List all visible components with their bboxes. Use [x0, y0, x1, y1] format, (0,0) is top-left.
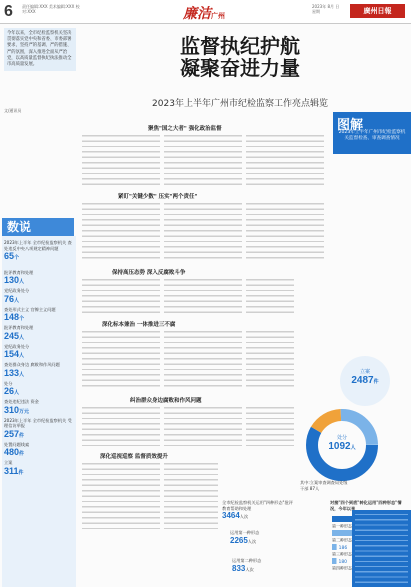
- newspaper-logo: 廣州日報: [350, 4, 405, 18]
- left-stat-label: 处分: [4, 380, 13, 386]
- tujie-banner: [333, 112, 411, 154]
- chufen-label: 处分: [336, 435, 347, 441]
- bottom-note: 对接"四个到底"转化运用"四种形态"情况，今年以来: [330, 500, 402, 511]
- top-bar: [0, 0, 411, 24]
- masthead-title: 廉洁: [183, 7, 211, 22]
- left-stat-value: 154人: [4, 349, 25, 359]
- bottom-stat-label: 全市纪检监察机关运用"四种形态"批评教育帮助和处理: [222, 500, 293, 511]
- article-col: [82, 278, 160, 314]
- left-stat-label: 查处群众身边 腐败和作风问题: [4, 362, 60, 367]
- author-line: 文/通讯员: [4, 108, 22, 113]
- article-col: [82, 462, 160, 530]
- tujie-caption: 2023年上半年广州市纪检监察机关监督检查、审查调查情况: [338, 130, 406, 141]
- left-stat-value: 65个: [4, 251, 20, 261]
- article-col: [246, 406, 294, 448]
- headline-line-2: 凝聚奋进力量: [180, 58, 300, 80]
- left-stat-item: [4, 307, 72, 323]
- chufen-number: 1092: [328, 441, 351, 452]
- article-col: [164, 278, 242, 314]
- article-col: [164, 202, 242, 262]
- article-col: [246, 134, 324, 186]
- left-stat-item: [4, 418, 72, 439]
- left-stat-item: [4, 270, 72, 286]
- left-stat-value: 245人: [4, 330, 25, 341]
- bar: [332, 544, 337, 550]
- article-col: [164, 134, 242, 186]
- bar-category-label: 第四种形态: [332, 565, 352, 571]
- bar-value-label: 180: [338, 560, 348, 565]
- left-stat-item: [4, 399, 72, 415]
- chufen-center: [318, 434, 366, 452]
- bottom-stat-unit: 人次: [247, 538, 257, 544]
- bottom-stat-value: 833: [232, 563, 246, 573]
- article-col: [246, 202, 324, 262]
- intro-text: 今年以来，全市纪检监察机关坚决贯彻落实党中央和省委、市委部署要求，坚持严的基调、严的措施、严的氛围，深入推进全面从严治党，以高质量监督执纪执法推动全市高质量发展。: [4, 28, 76, 71]
- chufen-value: [318, 441, 366, 452]
- section-title-6: 深化巡视巡察 监督质效提升: [100, 454, 168, 460]
- bottom-stat-item: [230, 530, 276, 545]
- article-col: [246, 330, 294, 390]
- date-info: 2023年 8月 日 星期: [312, 4, 340, 14]
- masthead: [183, 3, 225, 23]
- bottom-stat-value: 2265: [230, 535, 248, 545]
- left-stat-value: 130人: [4, 275, 25, 285]
- blue-box-text: [355, 513, 408, 584]
- left-stat-item: [4, 460, 72, 476]
- left-stat-unit: 人: [19, 353, 25, 359]
- left-stat-unit: 个: [14, 255, 20, 261]
- left-stat-label: 2023年上半年 全市纪检监察机关 查处违反中央八项规定精神问题: [4, 240, 72, 251]
- left-stat-unit: 件: [19, 451, 25, 457]
- litan-label: 立案: [359, 369, 370, 375]
- bottom-stat-item: [222, 500, 294, 520]
- left-stat-item: [4, 381, 72, 397]
- section-title-4: 深化标本兼治 一体推进三不腐: [102, 322, 176, 328]
- bottom-blue-box: [352, 510, 411, 587]
- headline: [150, 36, 330, 80]
- left-stat-label: 批评教育和处理: [4, 269, 34, 275]
- subheadline: 2023年上半年广州市纪检监察工作亮点辑览: [152, 99, 328, 109]
- article-col: [82, 202, 160, 262]
- bottom-stat-label: 运用第二种形态: [232, 558, 262, 563]
- left-stat-unit: 人: [19, 371, 25, 378]
- left-stat-label: 2023年上半年 全市纪检监察机关 受理信访举报: [4, 417, 72, 428]
- article-col: [246, 278, 294, 314]
- left-stat-label: 党纪政务处分: [4, 288, 30, 293]
- article-col: [164, 406, 242, 448]
- bar-category-label: 第一种形态: [332, 523, 352, 529]
- left-stat-value: 311件: [4, 465, 24, 476]
- left-stat-value: 257件: [4, 428, 25, 439]
- left-stat-value: 148个: [4, 312, 25, 322]
- edition-info: 责任编辑:XXX 美术编辑:XXX 校对:XXX: [22, 4, 80, 14]
- left-stat-unit: 件: [18, 469, 24, 476]
- litan-number: 2487: [351, 375, 374, 386]
- left-stat-label: 查处违纪违法 资金: [4, 399, 39, 404]
- bar: [332, 530, 353, 536]
- article-col: [82, 406, 160, 448]
- left-stat-unit: 人: [19, 334, 25, 341]
- left-stat-item: [4, 362, 72, 378]
- left-stat-label: 立案: [4, 460, 13, 465]
- bottom-stat-label: 运用第一种形态: [230, 530, 260, 535]
- left-stat-unit: 人: [14, 390, 20, 396]
- litan-value: [340, 375, 390, 386]
- masthead-sub: 广州: [211, 12, 225, 20]
- bottom-stat-value: 3464: [222, 511, 240, 520]
- article-col: [82, 134, 160, 186]
- article-col: [164, 330, 242, 390]
- bar-category-label: 第二种形态: [332, 537, 352, 543]
- left-stat-unit: 人: [19, 279, 25, 285]
- litan-unit: 件: [373, 379, 379, 385]
- bar-value-label: 186: [338, 546, 348, 551]
- section-title-1: 聚焦"国之大者" 强化政治监督: [148, 126, 222, 132]
- bottom-stat-unit: 人次: [245, 566, 254, 572]
- section-title-5: 纠治群众身边腐败和作风问题: [130, 398, 202, 404]
- left-stat-unit: 个: [19, 316, 25, 322]
- article-col: [164, 462, 218, 530]
- left-stat-item: [4, 325, 72, 341]
- left-stat-label: 查处形式主义 官僚主义问题: [4, 306, 56, 312]
- left-stat-value: 26人: [4, 386, 20, 396]
- section-title-2: 紧盯"关键少数" 压实"两个责任": [118, 194, 198, 200]
- left-stat-item: [4, 288, 72, 304]
- left-stat-label: 党纪政务处分: [4, 343, 30, 349]
- headline-line-1: 监督执纪护航: [180, 36, 300, 58]
- left-stat-label: 处置问题线索: [4, 441, 30, 447]
- bar-category-label: 第三种形态: [332, 551, 352, 557]
- left-stat-item: [4, 442, 72, 458]
- left-stat-item: [4, 344, 72, 360]
- article-col: [82, 330, 160, 390]
- litan-bubble: [340, 356, 390, 406]
- page-number: 6: [4, 3, 13, 20]
- bar: [332, 558, 336, 564]
- left-stat-unit: 人: [14, 297, 20, 304]
- section-title-3: 保持高压态势 深入反腐败斗争: [112, 270, 186, 276]
- left-stat-value: 133人: [4, 367, 25, 378]
- left-stat-value: 480件: [4, 447, 25, 457]
- left-stat-unit: 件: [19, 432, 25, 439]
- left-stat-unit: 万元: [19, 408, 30, 415]
- tujie-title: 图解: [337, 117, 364, 132]
- left-stat-value: 76人: [4, 293, 20, 304]
- bottom-stat-unit: 人次: [239, 514, 249, 519]
- left-stat-item: [4, 240, 72, 261]
- shuju-banner: 数说: [2, 218, 74, 236]
- left-stat-value: 310万元: [4, 404, 30, 415]
- left-stat-label: 批评教育和处理: [4, 325, 34, 330]
- chart-note: 其中:立案审查调查局处级干部 87人: [300, 480, 348, 491]
- chufen-unit: 人: [350, 445, 356, 451]
- bottom-stat-item: [232, 558, 278, 573]
